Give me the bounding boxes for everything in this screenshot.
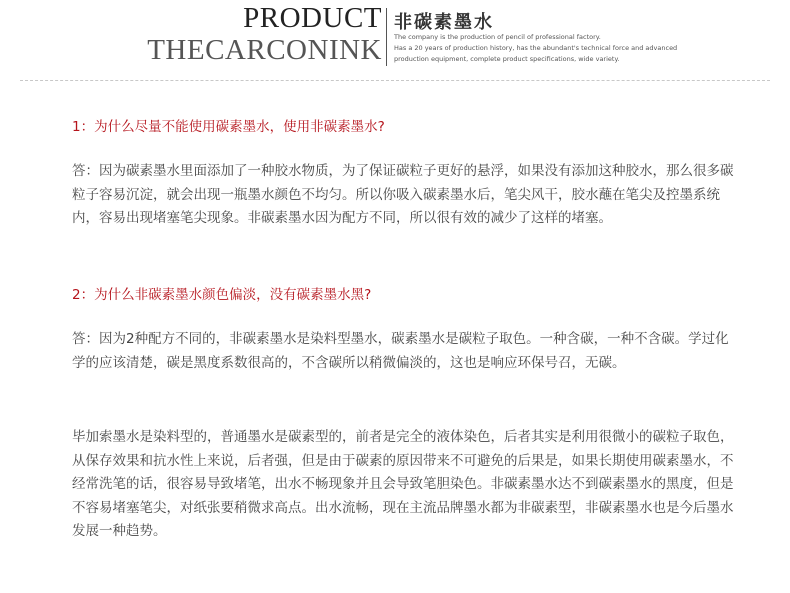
header [0,0,790,80]
answer-2: 答：因为2种配方不同的，非碳素墨水是染料型墨水，碳素墨水是碳粒子取色。一种含碳，一种不含碳。学过化学的应该清楚，碳是黑度系数很高的，不含碳所以稍微偏淡的，这也是响应环保号召，无碳。 [72,331,729,371]
header-divider [386,8,387,66]
dashed-divider [20,80,770,81]
answer-3: 毕加索墨水是染料型的，普通墨水是碳素型的，前者是完全的液体染色，后者其实是利用很微小的碳粒子取色，从保存效果和抗水性上来说，后者强，但是由于碳素的原因带来不可避免的后果是，如果长期使用碳素墨水，不经常洗笔的话，很容易导致堵笔，出水不畅现象并且会导致笔胆染色。非碳素墨水达不到碳素墨水的黑度，但是不容易堵塞笔尖，对纸张要稍微求高点。出水流畅，现在主流品牌墨水都为非碳素型，非碳素墨水也是今后墨水发展一种趋势。 [72,429,734,540]
question-2: 2：为什么非碳素墨水颜色偏淡，没有碳素墨水黑? [72,287,372,303]
header-description [394,32,694,65]
title-cn: 非碳素墨水 [394,12,494,33]
title-en-brand: THECARCONINK [147,34,382,66]
desc-line: production equipment, complete product specifications, wide variety. [394,55,620,63]
question-1: 1：为什么尽量不能使用碳素墨水，使用非碳素墨水? [72,119,385,135]
answer-1: 答：因为碳素墨水里面添加了一种胶水物质，为了保证碳粒子更好的悬浮，如果没有添加这种胶水，那么很多碳粒子容易沉淀，就会出现一瓶墨水颜色不均匀。所以你吸入碳素墨水后，笔尖风干，胶水蘸在笔尖及控墨系统内，容易出现堵塞笔尖现象。非碳素墨水因为配方不同，所以很有效的减少了这样的堵塞。 [72,163,734,227]
title-en-product: PRODUCT [243,2,382,34]
desc-line: The company is the production of pencil of professional factory. [394,33,601,41]
desc-line: Has a 20 years of production history, has the abundant's technical force and advanced [394,44,678,52]
